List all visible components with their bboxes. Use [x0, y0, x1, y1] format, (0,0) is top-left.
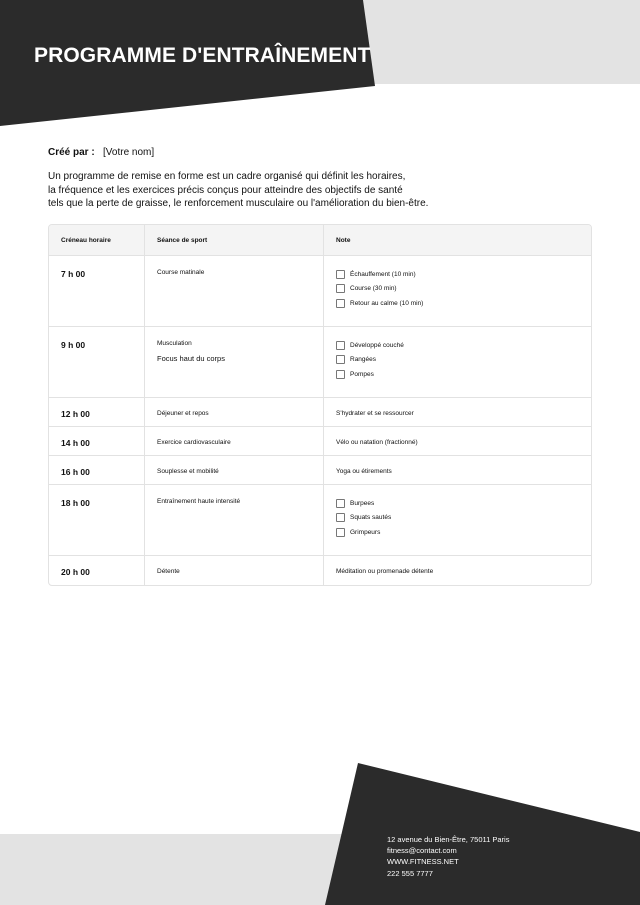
intro-line: la fréquence et les exercices précis conçus pour atteindre des objectifs de santé — [48, 184, 403, 196]
note-text: S'hydrater et se ressourcer — [336, 410, 414, 417]
session-cell — [144, 556, 323, 585]
table-row — [49, 456, 591, 485]
footer-phone: 222 555 7777 — [387, 868, 433, 878]
time-slot: 18 h 00 — [61, 498, 90, 508]
session-cell — [144, 398, 323, 426]
table-row — [49, 556, 591, 585]
table-row — [49, 327, 591, 398]
intro-line: Un programme de remise en forme est un cadre organisé qui définit les horaires, — [48, 171, 406, 182]
footer-address: 12 avenue du Bien-Être, 75011 Paris — [387, 835, 510, 844]
checklist-label: Développé couché — [350, 341, 404, 349]
footer-contact — [387, 834, 509, 879]
table-header-row — [49, 225, 591, 256]
author-label: Créé par : — [48, 147, 95, 158]
note-text: Vélo ou natation (fractionné) — [336, 439, 418, 446]
session-title: Souplesse et mobilité — [157, 468, 219, 475]
note-cell — [323, 327, 591, 397]
session-subtitle: Focus haut du corps — [157, 354, 225, 363]
checklist-item[interactable] — [336, 524, 591, 541]
checklist-label: Pompes — [350, 370, 374, 378]
schedule-table — [48, 224, 592, 586]
checkbox[interactable] — [336, 341, 345, 350]
session-title: Course matinale — [157, 269, 205, 276]
author-line — [48, 147, 154, 158]
time-slot: 12 h 00 — [61, 409, 90, 419]
checklist-label: Squats sautés — [350, 514, 392, 522]
table-row — [49, 398, 591, 427]
session-cell — [144, 327, 323, 397]
note-cell — [323, 456, 591, 484]
session-cell — [144, 456, 323, 484]
session-cell — [144, 427, 323, 455]
checklist-label: Retour au calme (10 min) — [350, 299, 424, 307]
checkbox[interactable] — [336, 299, 345, 308]
intro-paragraph — [48, 170, 428, 211]
table-row — [49, 427, 591, 456]
session-title: Déjeuner et repos — [157, 410, 209, 417]
session-cell — [144, 485, 323, 555]
checkbox[interactable] — [336, 499, 345, 508]
checkbox[interactable] — [336, 370, 345, 379]
column-header-session: Séance de sport — [144, 225, 323, 255]
time-slot: 14 h 00 — [61, 438, 90, 448]
intro-line: tels que la perte de graisse, le renforcement musculaire ou l'amélioration du bien-être. — [48, 198, 429, 209]
checklist-label: Échauffement (10 min) — [350, 270, 416, 278]
note-cell — [323, 256, 591, 326]
note-cell — [323, 398, 591, 426]
note-cell — [323, 556, 591, 585]
column-header-time: Créneau horaire — [61, 236, 111, 244]
note-text: Méditation ou promenade détente — [336, 568, 434, 575]
time-slot: 7 h 00 — [61, 269, 86, 279]
footer-email[interactable]: fitness@contact.com — [387, 846, 457, 856]
checklist-item[interactable] — [336, 295, 591, 312]
note-cell — [323, 427, 591, 455]
time-slot: 9 h 00 — [61, 340, 86, 350]
checkbox[interactable] — [336, 513, 345, 522]
session-title: Détente — [157, 568, 180, 575]
footer-website[interactable]: WWW.FITNESS.NET — [387, 857, 459, 867]
checklist-item[interactable] — [336, 366, 591, 383]
column-header-note: Note — [323, 225, 591, 255]
checklist — [336, 266, 591, 312]
time-slot: 20 h 00 — [61, 567, 90, 577]
session-cell — [144, 256, 323, 326]
session-title: Exercice cardiovasculaire — [157, 439, 231, 446]
checklist-label: Course (30 min) — [350, 285, 397, 293]
session-title: Entraînement haute intensité — [157, 498, 241, 505]
time-slot: 16 h 00 — [61, 467, 90, 477]
session-title: Musculation — [157, 340, 192, 347]
page-title: PROGRAMME D'ENTRAÎNEMENT — [34, 44, 371, 67]
note-cell — [323, 485, 591, 555]
table-row — [49, 256, 591, 327]
checklist — [336, 337, 591, 383]
table-row — [49, 485, 591, 556]
checklist — [336, 495, 591, 541]
checkbox[interactable] — [336, 284, 345, 293]
checkbox[interactable] — [336, 528, 345, 537]
author-name-field[interactable]: [Votre nom] — [103, 147, 155, 158]
note-text: Yoga ou étirements — [336, 468, 392, 475]
checkbox[interactable] — [336, 355, 345, 364]
checklist-label: Burpees — [350, 499, 375, 507]
footer-dark-shape — [0, 760, 640, 905]
checklist-label: Rangées — [350, 356, 377, 364]
checklist-label: Grimpeurs — [350, 528, 381, 536]
checkbox[interactable] — [336, 270, 345, 279]
